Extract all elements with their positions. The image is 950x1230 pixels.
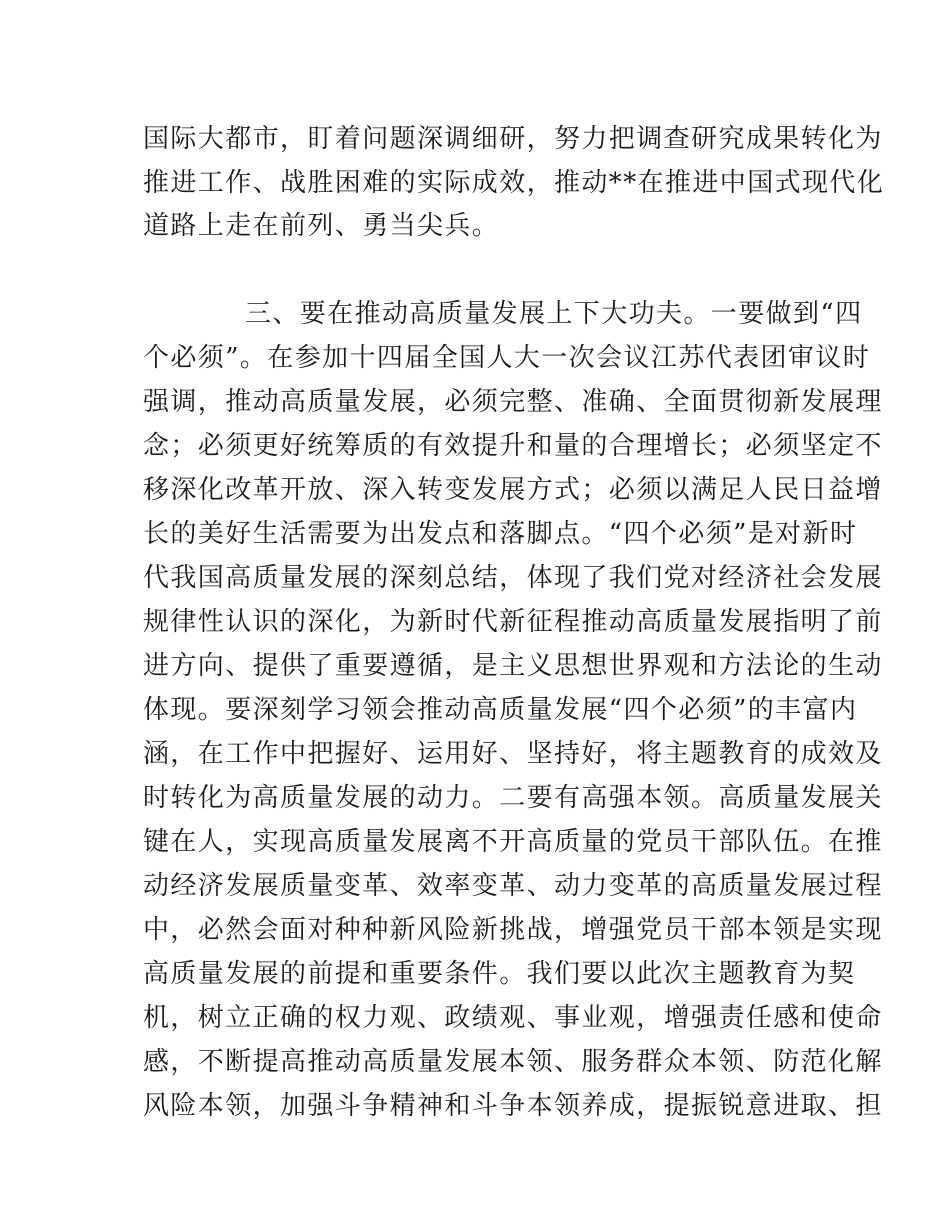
text-line: 高质量发展的前提和重要条件。我们要以此次主题教育为契 xyxy=(143,959,856,989)
text-line: 时转化为高质量发展的动力。二要有高强本领。高质量发展关 xyxy=(143,783,883,813)
text-line: 中，必然会面对种种新风险新挑战，增强党员干部本领是实现 xyxy=(143,915,883,945)
text-line: 代我国高质量发展的深刻总结，体现了我们党对经济社会发展 xyxy=(143,563,883,593)
text-line: 个必须”。在参加十四届全国人大一次会议江苏代表团审议时 xyxy=(143,343,871,373)
text-line: 涵，在工作中把握好、运用好、坚持好，将主题教育的成效及 xyxy=(143,739,883,769)
text-line: 风险本领，加强斗争精神和斗争本领养成，提振锐意进取、担 xyxy=(143,1091,883,1121)
text-line: 强调，推动高质量发展，必须完整、准确、全面贯彻新发展理 xyxy=(143,387,883,417)
text-line: 键在人，实现高质量发展离不开高质量的党员干部队伍。在推 xyxy=(143,827,883,857)
text-line: 规律性认识的深化，为新时代新征程推动高质量发展指明了前 xyxy=(143,607,883,637)
text-line: 国际大都市，盯着问题深调细研，努力把调查研究成果转化为 xyxy=(143,124,883,154)
text-line: 道路上走在前列、勇当尖兵。 xyxy=(143,211,500,241)
text-line: 长的美好生活需要为出发点和落脚点。“四个必须”是对新时 xyxy=(143,519,858,549)
text-line: 机，树立正确的权力观、政绩观、事业观，增强责任感和使命 xyxy=(143,1003,883,1033)
text-line: 移深化改革开放、深入转变发展方式；必须以满足人民日益增 xyxy=(143,475,883,505)
text-line: 动经济发展质量变革、效率变革、动力变革的高质量发展过程 xyxy=(143,871,883,901)
text-line: 念；必须更好统筹质的有效提升和量的合理增长；必须坚定不 xyxy=(143,431,883,461)
text-line: 三、要在推动高质量发展上下大功夫。一要做到“四 xyxy=(245,299,863,329)
text-line: 体现。要深刻学习领会推动高质量发展“四个必须”的丰富内 xyxy=(143,695,858,725)
text-line: 进方向、提供了重要遵循，是主义思想世界观和方法论的生动 xyxy=(143,651,883,681)
text-line: 感，不断提高推动高质量发展本领、服务群众本领、防范化解 xyxy=(143,1047,883,1077)
text-line: 推进工作、战胜困难的实际成效，推动**在推进中国式现代化 xyxy=(143,168,885,198)
